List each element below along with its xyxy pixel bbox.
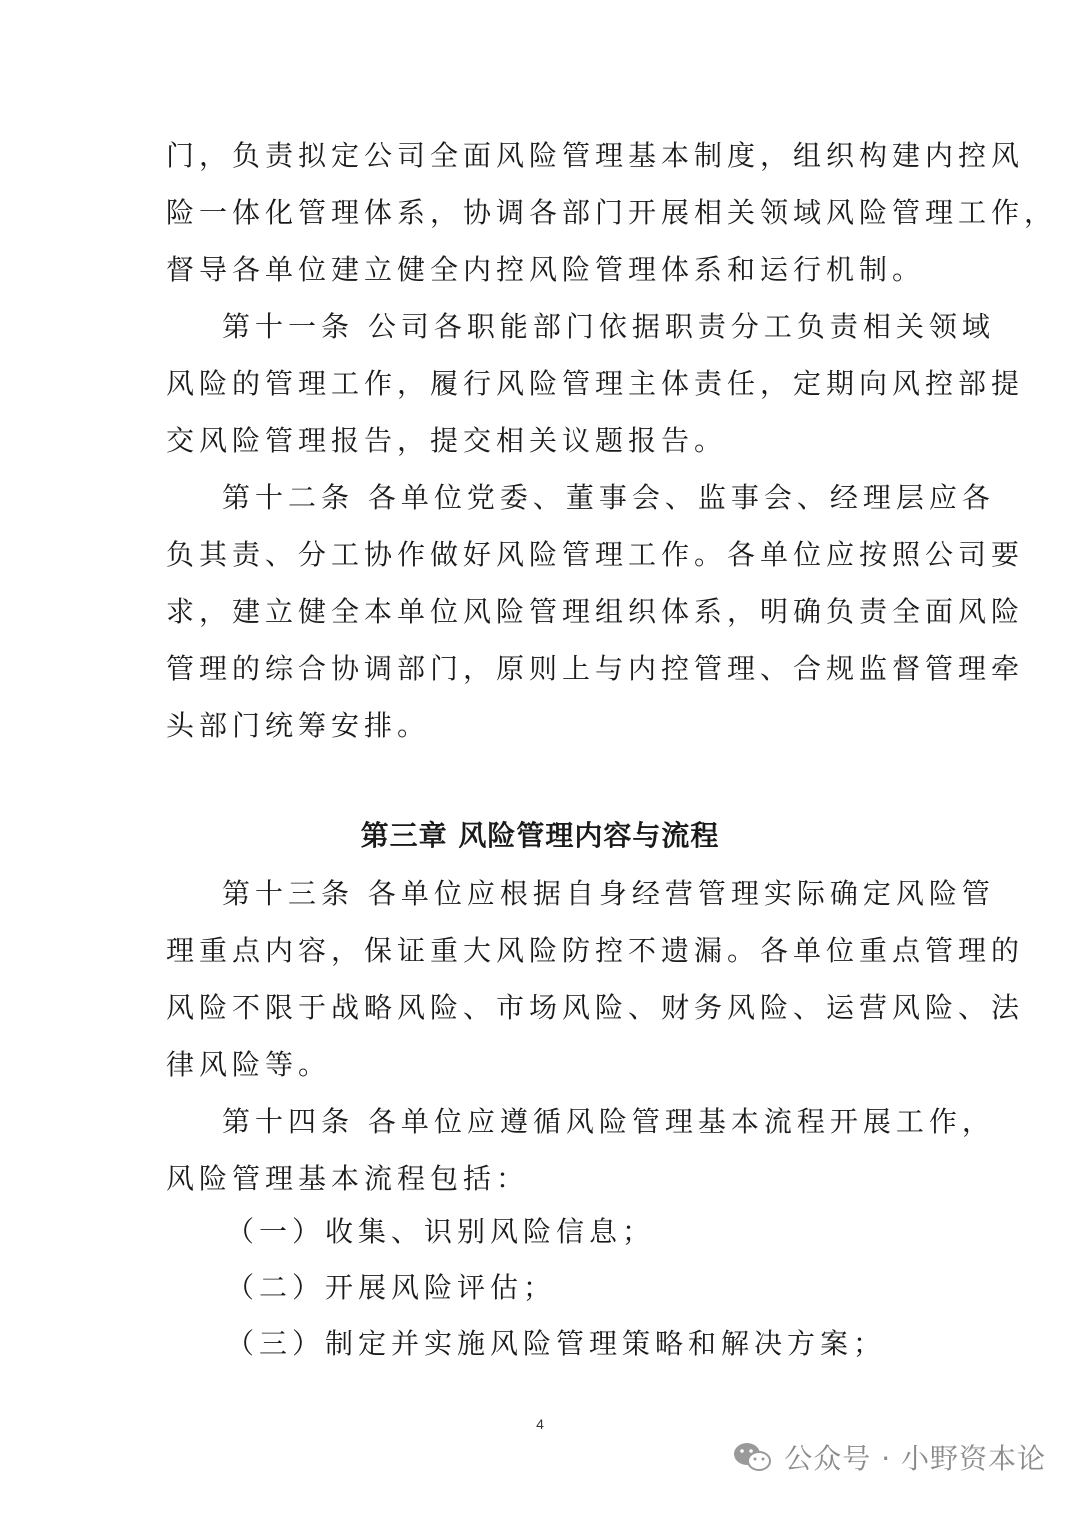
- page-number: 4: [536, 1416, 544, 1432]
- text-line: 管理的综合协调部门，原则上与内控管理、合规监督管理牵: [166, 652, 1025, 685]
- text-line: 第十一条 公司各职能部门依据职责分工负责相关领域: [222, 310, 995, 343]
- text-line: 负其责、分工协作做好风险管理工作。各单位应按照公司要: [166, 538, 1025, 571]
- text-line: 第十二条 各单位党委、董事会、监事会、经理层应各: [222, 481, 995, 514]
- text-line: 头部门统筹安排。: [166, 709, 431, 742]
- text-line: 求，建立健全本单位风险管理组织体系，明确负责全面风险: [166, 595, 1025, 628]
- text-line: 律风险等。: [166, 1048, 332, 1081]
- text-line: 交风险管理报告，提交相关议题报告。: [166, 424, 728, 457]
- watermark-text: 公众号 · 小野资本论: [784, 1442, 1046, 1475]
- text-line: 风险的管理工作，履行风险管理主体责任，定期向风控部提: [166, 367, 1025, 400]
- watermark: [732, 1432, 1046, 1482]
- wechat-icon: [732, 1440, 772, 1474]
- text-line: 风险管理基本流程包括：: [166, 1162, 530, 1195]
- text-line: 第十三条 各单位应根据自身经营管理实际确定风险管: [222, 877, 995, 910]
- text-line: 门，负责拟定公司全面风险管理基本制度，组织构建内控风: [166, 139, 1025, 172]
- chapter-heading: 第三章 风险管理内容与流程: [360, 819, 720, 852]
- text-line: 风险不限于战略风险、市场风险、财务风险、运营风险、法: [166, 991, 1025, 1024]
- list-item: （一）收集、识别风险信息；: [226, 1215, 656, 1248]
- text-line: 督导各单位建立健全内控风险管理体系和运行机制。: [166, 253, 926, 286]
- list-item: （二）开展风险评估；: [226, 1271, 557, 1304]
- list-item: （三）制定并实施风险管理策略和解决方案；: [226, 1327, 887, 1360]
- text-line: 第十四条 各单位应遵循风险管理基本流程开展工作，: [222, 1105, 995, 1138]
- text-line: 险一体化管理体系，协调各部门开展相关领域风险管理工作，: [166, 196, 1058, 229]
- text-line: 理重点内容，保证重大风险防控不遗漏。各单位重点管理的: [166, 934, 1025, 967]
